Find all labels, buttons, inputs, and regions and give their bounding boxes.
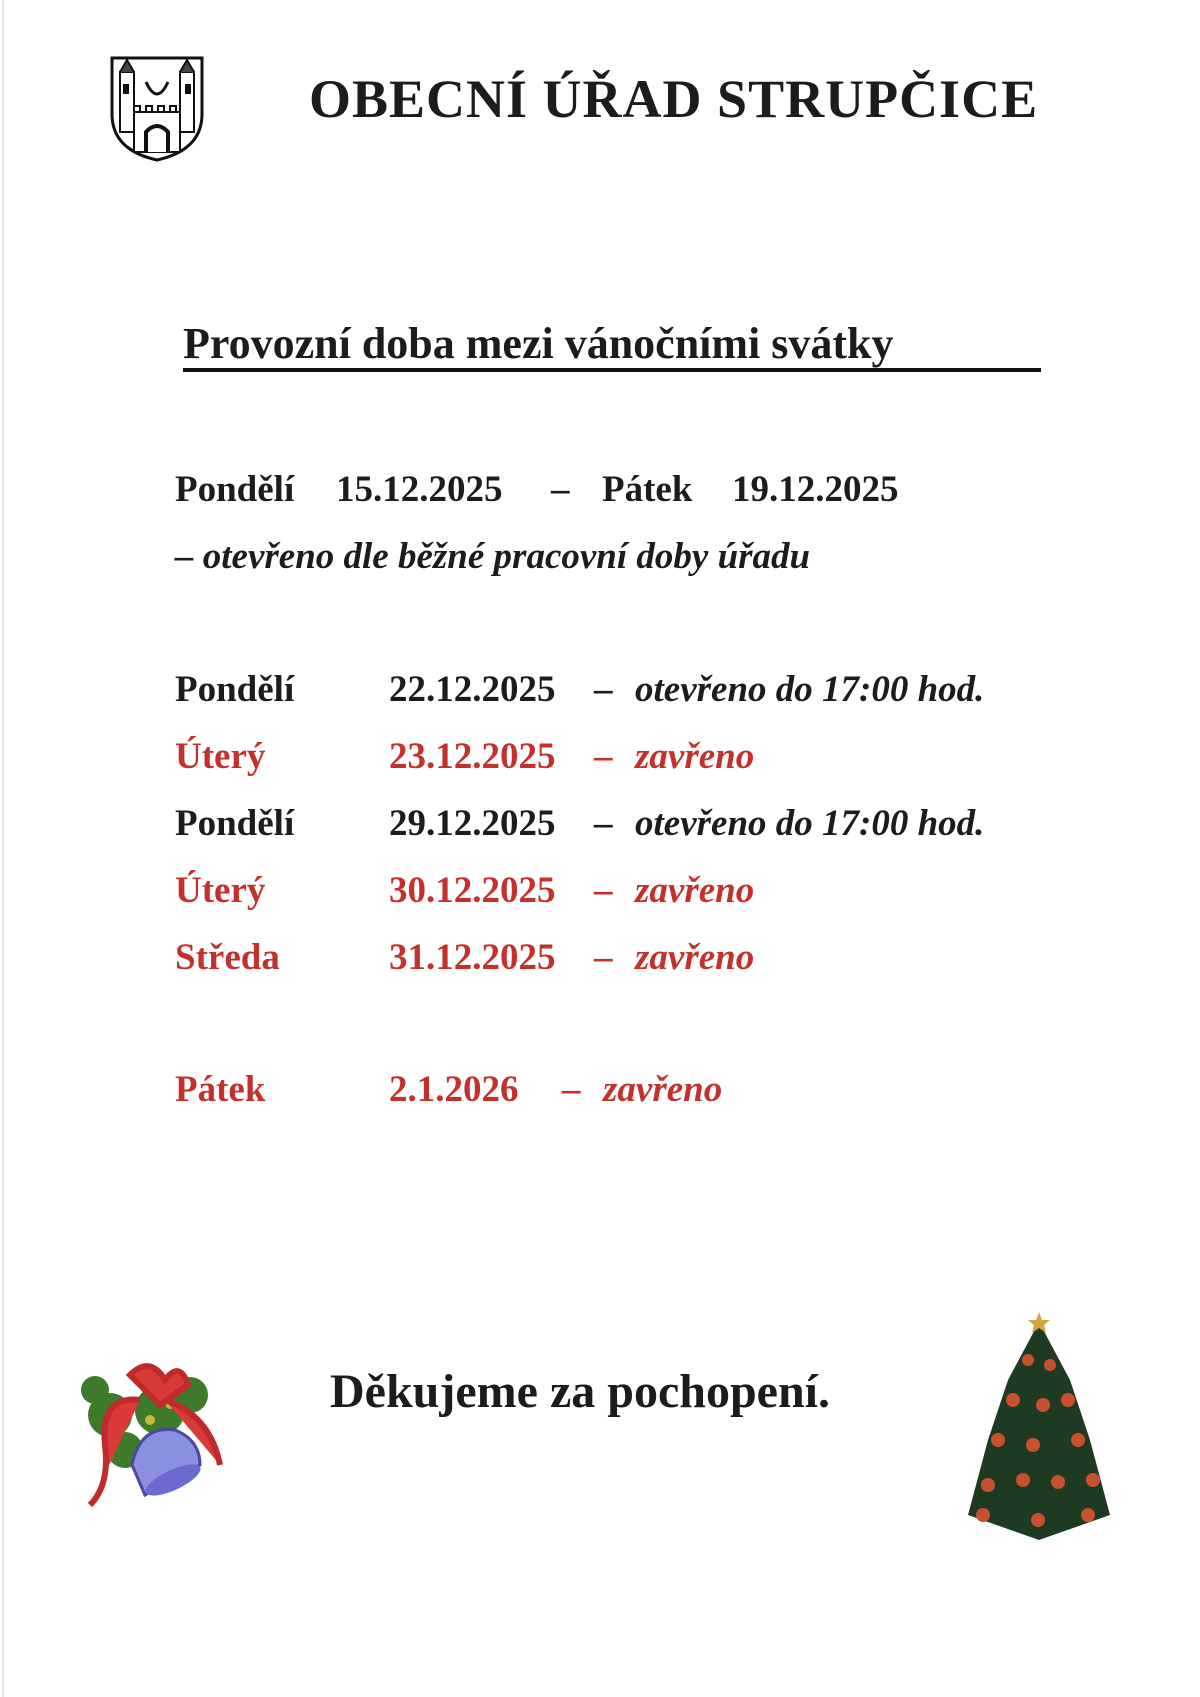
schedule-status: zavřeno <box>635 736 755 777</box>
page-title: OBECNÍ ÚŘAD STRUPČICE <box>309 69 1039 129</box>
schedule-day: Pátek <box>175 1069 266 1110</box>
heading-underline <box>183 368 1041 372</box>
scan-edge <box>2 0 4 1697</box>
schedule-dash: – <box>594 803 613 844</box>
schedule-date: 29.12.2025 <box>389 803 556 844</box>
schedule-day: Středa <box>175 937 280 978</box>
schedule-day: Pondělí <box>175 669 295 710</box>
intro-dash: – <box>551 469 570 510</box>
schedule-dash: – <box>594 736 613 777</box>
schedule-date: 31.12.2025 <box>389 937 556 978</box>
intro-note: – otevřeno dle běžné pracovní doby úřadu <box>175 536 811 577</box>
schedule-date: 22.12.2025 <box>389 669 556 710</box>
coat-of-arms-logo <box>108 54 206 162</box>
intro-day-to: Pátek <box>602 469 693 510</box>
schedule-status: otevřeno do 17:00 hod. <box>635 669 985 710</box>
schedule-status: zavřeno <box>635 870 755 911</box>
schedule-dash: – <box>562 1069 581 1110</box>
intro-day-from: Pondělí <box>175 469 295 510</box>
schedule-status: zavřeno <box>635 937 755 978</box>
schedule-date: 23.12.2025 <box>389 736 556 777</box>
schedule-day: Úterý <box>175 870 266 911</box>
intro-date-to: 19.12.2025 <box>732 469 899 510</box>
schedule-dash: – <box>594 669 613 710</box>
schedule-dash: – <box>594 870 613 911</box>
schedule-day: Úterý <box>175 736 266 777</box>
schedule-status: zavřeno <box>603 1069 723 1110</box>
intro-date-from: 15.12.2025 <box>336 469 503 510</box>
schedule-date: 30.12.2025 <box>389 870 556 911</box>
thanks-text: Děkujeme za pochopení. <box>330 1365 830 1418</box>
schedule-date: 2.1.2026 <box>389 1069 519 1110</box>
schedule-status: otevřeno do 17:00 hod. <box>635 803 985 844</box>
schedule-dash: – <box>594 937 613 978</box>
christmas-tree-image <box>958 1310 1120 1542</box>
section-heading: Provozní doba mezi vánočními svátky <box>183 319 894 368</box>
christmas-bell-image <box>70 1355 226 1515</box>
schedule-day: Pondělí <box>175 803 295 844</box>
